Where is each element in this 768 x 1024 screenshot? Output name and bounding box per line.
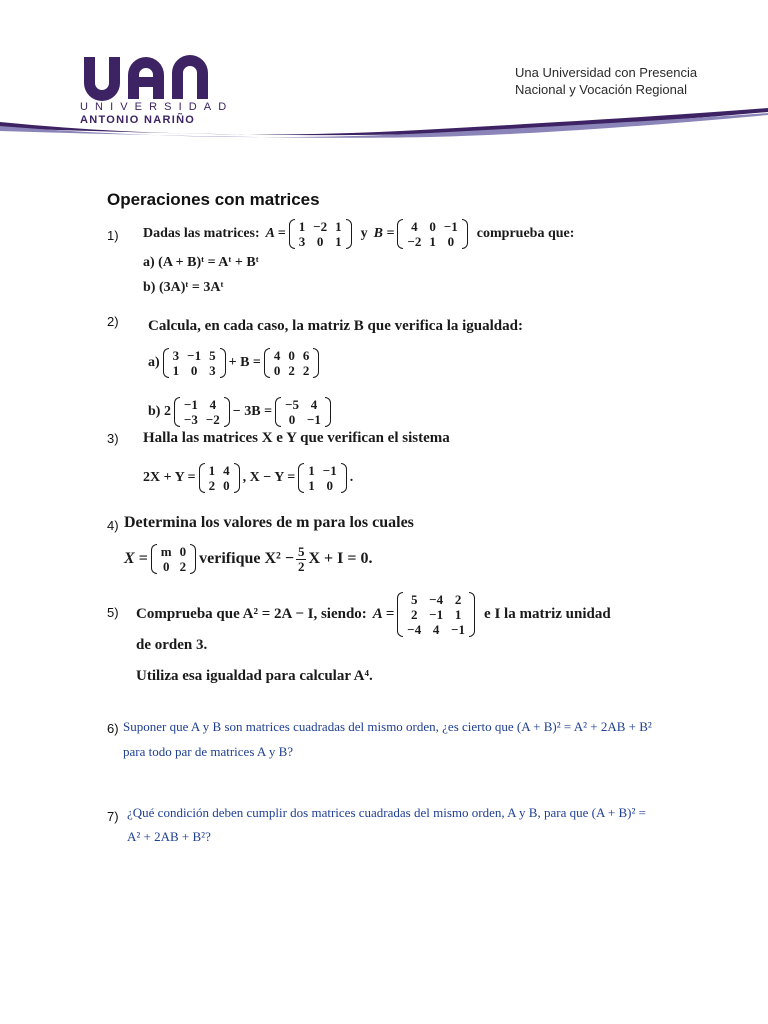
matrix-row bbox=[270, 363, 314, 378]
matrix-row bbox=[281, 397, 325, 412]
matrix-entry: 0 bbox=[326, 478, 333, 493]
matrix-row bbox=[304, 478, 340, 493]
matrix-entry: 0 bbox=[316, 234, 324, 249]
p4-tail: X + I = 0. bbox=[308, 550, 373, 567]
matrix-entry: 0 bbox=[162, 559, 170, 574]
matrix-entry: 4 bbox=[411, 219, 418, 234]
p4-frac-num: 5 bbox=[297, 543, 305, 559]
matrix-right-bracket bbox=[346, 219, 352, 249]
matrix-entry: m bbox=[160, 544, 172, 559]
matrix-grid bbox=[281, 397, 325, 427]
p2-b-mid: − 3B = bbox=[232, 404, 273, 419]
slogan-line1: Una Universidad con Presencia bbox=[515, 65, 698, 80]
matrix-entry: 3 bbox=[298, 234, 306, 249]
p5-matrix-a bbox=[397, 592, 475, 637]
p4-x-label: X = bbox=[124, 550, 148, 567]
matrix-entry: 3 bbox=[172, 348, 180, 363]
matrix-entry: 6 bbox=[302, 348, 310, 363]
p1-a-label: A = bbox=[265, 226, 286, 241]
p5-line2: de orden 3. bbox=[136, 637, 208, 653]
problem-1-statement bbox=[143, 219, 574, 249]
matrix-grid bbox=[180, 397, 224, 427]
p1-b-label: B = bbox=[373, 226, 395, 241]
problem-5-number: 5) bbox=[107, 605, 119, 620]
matrix-entry: 2 bbox=[454, 592, 462, 607]
p3-end: . bbox=[349, 470, 354, 485]
matrix-right-bracket bbox=[469, 592, 475, 637]
matrix-entry: −3 bbox=[183, 412, 198, 427]
p2-a-matrix2 bbox=[264, 348, 320, 378]
p1-intro: Dadas las matrices: bbox=[143, 226, 260, 241]
matrix-entry: 0 bbox=[288, 412, 296, 427]
matrix-entry: 1 bbox=[208, 463, 216, 478]
matrix-entry: 4 bbox=[223, 463, 230, 478]
matrix-entry: 1 bbox=[454, 607, 462, 622]
page-title: Operaciones con matrices bbox=[107, 190, 320, 209]
matrix-row bbox=[169, 363, 220, 378]
matrix-entry: 0 bbox=[288, 348, 295, 363]
matrix-entry: 2 bbox=[302, 363, 310, 378]
matrix-right-bracket bbox=[341, 463, 347, 493]
p5-tail: e I la matriz unidad bbox=[484, 606, 611, 622]
matrix-entry: 4 bbox=[273, 348, 281, 363]
matrix-entry: 4 bbox=[209, 397, 217, 412]
matrix-entry: 4 bbox=[432, 622, 440, 637]
p2-b-label: b) 2 bbox=[148, 404, 171, 419]
matrix-right-bracket bbox=[220, 348, 226, 378]
p5-intro: Comprueba que A² = 2A − I, siendo: bbox=[136, 606, 367, 622]
p5-statement bbox=[136, 592, 611, 637]
matrix-row bbox=[205, 463, 234, 478]
p2-b-matrix2 bbox=[275, 397, 331, 427]
matrix-entry: −4 bbox=[429, 592, 444, 607]
matrix-right-bracket bbox=[313, 348, 319, 378]
matrix-row bbox=[403, 622, 469, 637]
p3-intro: Halla las matrices X e Y que verifican el sistema bbox=[143, 430, 450, 446]
matrix-b bbox=[397, 219, 467, 249]
matrix-row bbox=[403, 592, 469, 607]
matrix-entry: 0 bbox=[273, 363, 281, 378]
p4-matrix-x bbox=[151, 544, 196, 574]
p7-line1: ¿Qué condición deben cumplir dos matrices cuadradas del mismo orden, A y B, para que (A + B)² = bbox=[127, 805, 646, 820]
matrix-row bbox=[205, 478, 234, 493]
slogan-line2: Nacional y Vocación Regional bbox=[515, 82, 687, 97]
matrix-right-bracket bbox=[462, 219, 468, 249]
matrix-entry: 0 bbox=[429, 219, 436, 234]
matrix-entry: −1 bbox=[183, 397, 198, 412]
p7-line2: A² + 2AB + B²? bbox=[127, 829, 211, 844]
p4-fraction bbox=[296, 545, 307, 574]
p4-intro: Determina los valores de m para los cuales bbox=[124, 514, 414, 531]
matrix-grid bbox=[157, 544, 190, 574]
matrix-entry: 5 bbox=[410, 592, 418, 607]
matrix-right-bracket bbox=[325, 397, 331, 427]
problem-2-number: 2) bbox=[107, 314, 119, 329]
matrix-row bbox=[157, 559, 190, 574]
logo-line1: UNIVERSIDAD bbox=[80, 101, 234, 113]
matrix-entry: 1 bbox=[335, 219, 342, 234]
matrix-row bbox=[180, 397, 224, 412]
p2-a-mid: + B = bbox=[228, 355, 261, 370]
p2-part-b bbox=[148, 397, 334, 427]
matrix-entry: 1 bbox=[172, 363, 180, 378]
matrix-entry: 2 bbox=[288, 363, 295, 378]
matrix-entry: 2 bbox=[208, 478, 216, 493]
matrix-entry: 1 bbox=[308, 463, 315, 478]
p2-b-matrix1 bbox=[174, 397, 230, 427]
matrix-row bbox=[403, 219, 461, 234]
matrix-a bbox=[289, 219, 352, 249]
problem-3-number: 3) bbox=[107, 431, 119, 446]
header-swoosh-divider bbox=[0, 100, 768, 140]
matrix-right-bracket bbox=[224, 397, 230, 427]
matrix-entry: −2 bbox=[205, 412, 220, 427]
p3-matrix2 bbox=[298, 463, 346, 493]
matrix-entry: 0 bbox=[179, 544, 187, 559]
p6-line2: para todo par de matrices A y B? bbox=[123, 744, 294, 759]
p2-a-label: a) bbox=[148, 355, 160, 370]
problem-7-number: 7) bbox=[107, 809, 119, 824]
matrix-entry: 5 bbox=[209, 348, 216, 363]
matrix-right-bracket bbox=[190, 544, 196, 574]
logo-line2: ANTONIO NARIÑO bbox=[80, 114, 196, 126]
matrix-entry: −1 bbox=[451, 622, 466, 637]
matrix-right-bracket bbox=[234, 463, 240, 493]
matrix-entry: −2 bbox=[313, 219, 328, 234]
matrix-entry: 2 bbox=[179, 559, 187, 574]
matrix-row bbox=[403, 234, 461, 249]
matrix-row bbox=[295, 234, 346, 249]
matrix-entry: −5 bbox=[285, 397, 300, 412]
p6-line1: Suponer que A y B son matrices cuadradas del mismo orden, ¿es cierto que (A + B)² = A² + 2AB + B² bbox=[123, 719, 652, 734]
matrix-entry: −4 bbox=[407, 622, 422, 637]
matrix-grid bbox=[403, 219, 461, 249]
matrix-entry: −1 bbox=[443, 219, 458, 234]
p2-a-matrix1 bbox=[163, 348, 226, 378]
header-slogan bbox=[515, 64, 697, 98]
matrix-entry: −1 bbox=[429, 607, 444, 622]
p3-eq1: 2X + Y = bbox=[143, 470, 196, 485]
uan-logo-mark bbox=[80, 55, 230, 101]
matrix-grid bbox=[169, 348, 220, 378]
p2-part-a bbox=[148, 348, 322, 378]
problem-6-number: 6) bbox=[107, 721, 119, 736]
p4-frac-den: 2 bbox=[297, 558, 305, 574]
problem-4-number: 4) bbox=[107, 518, 119, 533]
p1-y: y bbox=[360, 226, 368, 241]
matrix-entry: −1 bbox=[307, 412, 321, 427]
matrix-entry: 3 bbox=[209, 363, 216, 378]
p1-part-b: b) (3A)ᵗ = 3Aᵗ bbox=[143, 280, 224, 295]
matrix-row bbox=[180, 412, 224, 427]
matrix-row bbox=[403, 607, 469, 622]
matrix-grid bbox=[403, 592, 469, 637]
matrix-entry: 1 bbox=[429, 234, 436, 249]
problem-1-number: 1) bbox=[107, 228, 119, 243]
matrix-row bbox=[270, 348, 314, 363]
matrix-row bbox=[304, 463, 340, 478]
p3-matrix1 bbox=[199, 463, 240, 493]
matrix-grid bbox=[205, 463, 234, 493]
p1-tail: comprueba que: bbox=[476, 226, 575, 241]
matrix-row bbox=[281, 412, 325, 427]
matrix-grid bbox=[295, 219, 346, 249]
matrix-entry: −2 bbox=[407, 234, 422, 249]
matrix-entry: 2 bbox=[410, 607, 418, 622]
p4-verif: verifique X² − bbox=[199, 550, 294, 567]
p3-system bbox=[143, 463, 353, 493]
matrix-entry: −1 bbox=[322, 463, 337, 478]
p4-equation bbox=[124, 544, 372, 574]
matrix-row bbox=[169, 348, 220, 363]
matrix-grid bbox=[270, 348, 314, 378]
matrix-row bbox=[157, 544, 190, 559]
p3-sep: , X − Y = bbox=[242, 470, 296, 485]
matrix-row bbox=[295, 219, 346, 234]
matrix-entry: 0 bbox=[447, 234, 455, 249]
p5-a-label: A = bbox=[372, 606, 395, 622]
matrix-entry: 0 bbox=[190, 363, 198, 378]
matrix-entry: 1 bbox=[335, 234, 342, 249]
matrix-entry: 0 bbox=[223, 478, 230, 493]
university-logo bbox=[80, 55, 234, 126]
p2-intro: Calcula, en cada caso, la matriz B que verifica la igualdad: bbox=[148, 318, 523, 334]
matrix-grid bbox=[304, 463, 340, 493]
matrix-entry: 4 bbox=[310, 397, 318, 412]
matrix-entry: 1 bbox=[308, 478, 315, 493]
p1-part-a: a) (A + B)ᵗ = Aᵗ + Bᵗ bbox=[143, 255, 259, 270]
p5-line3: Utiliza esa igualdad para calcular A⁴. bbox=[136, 668, 373, 684]
matrix-entry: 1 bbox=[298, 219, 306, 234]
matrix-entry: −1 bbox=[187, 348, 202, 363]
